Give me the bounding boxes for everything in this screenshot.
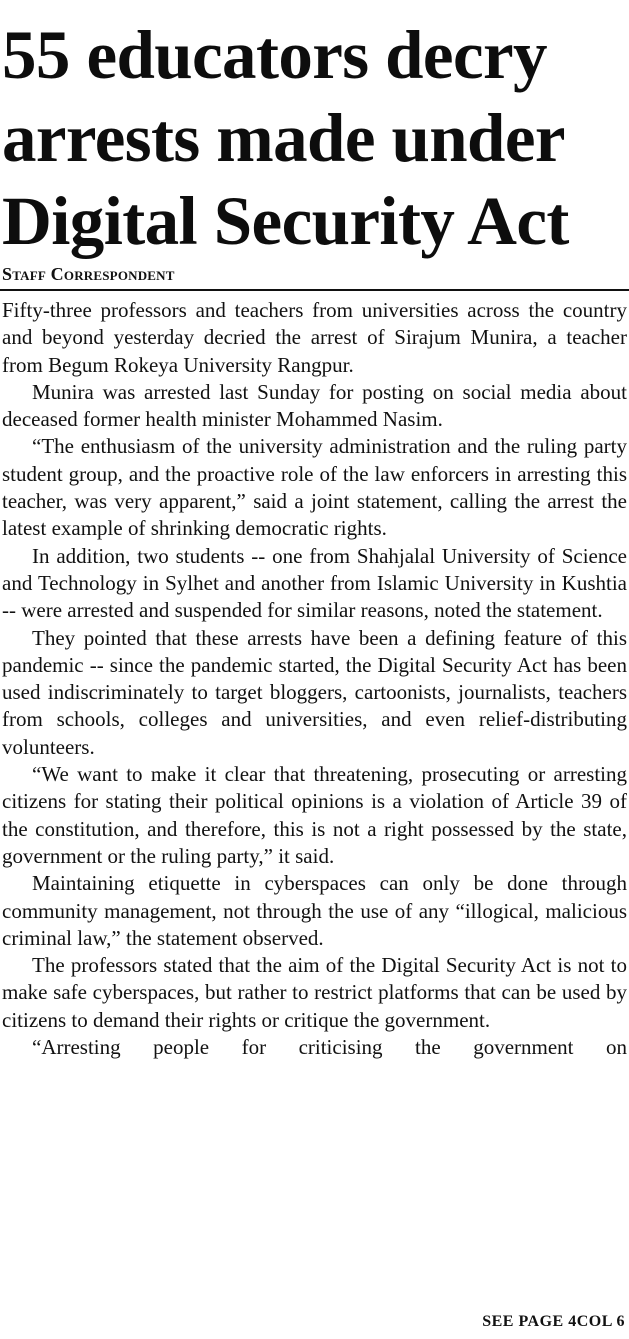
continuation-jump-link: SEE PAGE 4COL 6 [482,1313,625,1330]
byline-divider [0,289,629,291]
headline [0,0,629,263]
body-paragraph: The professors stated that the aim of the Digital Security Act is not to make safe cyberspaces, but rather to restrict platforms that can be used by citizens to demand their rights or critique the government. [2,953,627,1032]
body-paragraph: They pointed that these arrests have been a defining feature of this pandemic -- since the pandemic started, the Digital Security Act has been used indiscriminately to target bloggers, cartoonists, journalists, teachers from schools, colleges and universities, and even relief-distributing volunteers. [2,625,627,759]
headline-line: 55 educators decry [2,17,547,93]
byline: Staff Correspondent [2,264,175,284]
body-paragraph: “The enthusiasm of the university administration and the ruling party student group, and the proactive role of the law enforcers in arresting this teacher, was very apparent,” said a joint statement, calling the arrest the latest example of shrinking democratic rights. [2,434,627,541]
body-paragraph: Munira was arrested last Sunday for posting on social media about deceased former health minister Mohammed Nasim. [2,379,627,432]
body-paragraph: “We want to make it clear that threatening, prosecuting or arresting citizens for stating their political opinions is a violation of Article 39 of the constitution, and therefore, this is not a right possessed by the state, government or the ruling party,” it said. [2,762,627,868]
headline-line: arrests made under [2,100,565,176]
body-paragraph: In addition, two students -- one from Shahjalal University of Science and Technology in Sylhet and another from Islamic University in Kushtia -- were arrested and suspended for similar reasons, noted the statement. [2,543,627,623]
headline-line: Digital Security Act [2,183,569,259]
body-paragraph: Maintaining etiquette in cyberspaces can only be done through community management, not through the use of any “illogical, malicious criminal law,” the statement observed. [2,871,627,950]
body-paragraph: “Arresting people for criticising the government on [32,1035,627,1060]
body-paragraph: Fifty-three professors and teachers from universities across the country and beyond yesterday decried the arrest of Sirajum Munira, a teacher from Begum Rokeya University Rangpur. [2,298,627,377]
article-body [0,297,629,1061]
